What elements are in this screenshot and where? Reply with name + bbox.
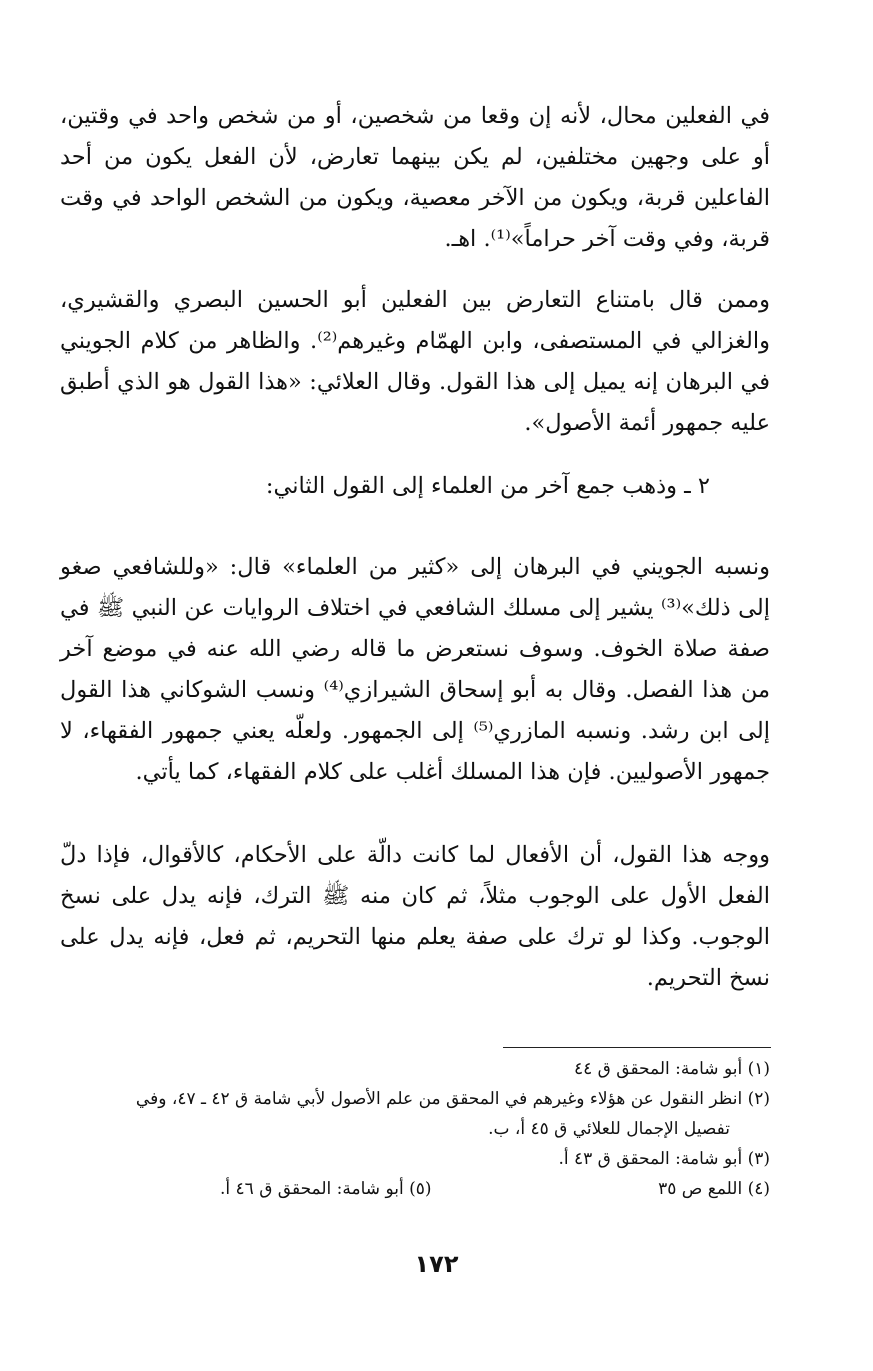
paragraph-3: ونسبه الجويني في البرهان إلى «كثير من العلماء» قال: «وللشافعي صغو إلى ذلك»⁽³⁾ يشير إلى مسلك الشافعي في اختلاف الروايات عن النبي ﷺ في صفة صلاة الخوف. وسوف نستعرض ما قاله رضي الله عنه في موضع آخر من هذا الفصل. وقال به أبو إسحاق الشيرازي⁽⁴⁾ ونسب الشوكاني هذا القول إلى ابن رشد. ونسبه المازري⁽⁵⁾ إلى الجمهور. ولعلّه يعني جمهور الفقهاء، لا جمهور الأصوليين. فإن هذا المسلك أغلب على كلام الفقهاء، كما يأتي. xyxy=(60,554,770,785)
main-text xyxy=(60,96,770,999)
paragraph-4: ووجه هذا القول، أن الأفعال لما كانت دالّة على الأحكام، كالأقوال، فإذا دلّ الفعل الأول على الوجوب مثلاً، ثم كان منه ﷺ الترك، فإنه يدل على نسخ الوجوب. وكذا لو ترك على صفة يعلم منها التحريم، ثم فعل، فإنه يدل على نسخ التحريم. xyxy=(60,842,770,991)
paragraph-2: وممن قال بامتناع التعارض بين الفعلين أبو الحسين البصري والقشيري، والغزالي في المستصفى، وابن الهمّام وغيرهم⁽²⁾. والظاهر من كلام الجويني في البرهان إنه يميل إلى هذا القول. وقال العلائي: «هذا القول هو الذي أطبق عليه جمهور أئمة الأصول». xyxy=(60,287,770,436)
footnote-2: (٢) انظر النقول عن هؤلاء وغيرهم في المحقق من علم الأصول لأبي شامة ق ٤٢ ـ ٤٧، وفي xyxy=(135,1089,770,1109)
page-number: ١٧٢ xyxy=(414,1250,459,1278)
footnote-2-continuation: تفصيل الإجمال للعلائي ق ٤٥ أ، ب. xyxy=(488,1119,730,1139)
footnote-row-4-5 xyxy=(60,1174,770,1204)
footnote-1: (١) أبو شامة: المحقق ق ٤٤ xyxy=(574,1059,770,1079)
footnote-3: (٣) أبو شامة: المحقق ق ٤٣ أ. xyxy=(558,1149,770,1169)
paragraph-1: في الفعلين محال، لأنه إن وقعا من شخصين، أو من شخص واحد في وقتين، أو على وجهين مختلفين، لم يكن بينهما تعارض، لأن الفعل يكون من أحد الفاعلين قربة، ويكون من الآخر معصية، ويكون من الشخص الواحد في وقت قربة، وفي وقت آخر حراماً»⁽¹⁾. اهـ. xyxy=(60,103,770,252)
section-heading-2: ٢ ـ وذهب جمع آخر من العلماء إلى القول الثاني: xyxy=(265,473,710,499)
footnotes xyxy=(60,1054,770,1204)
footnote-divider xyxy=(503,1047,771,1048)
footnote-5: (٥) أبو شامة: المحقق ق ٤٦ أ. xyxy=(220,1179,432,1199)
footnote-4: (٤) اللمع ص ٣٥ xyxy=(658,1179,770,1199)
